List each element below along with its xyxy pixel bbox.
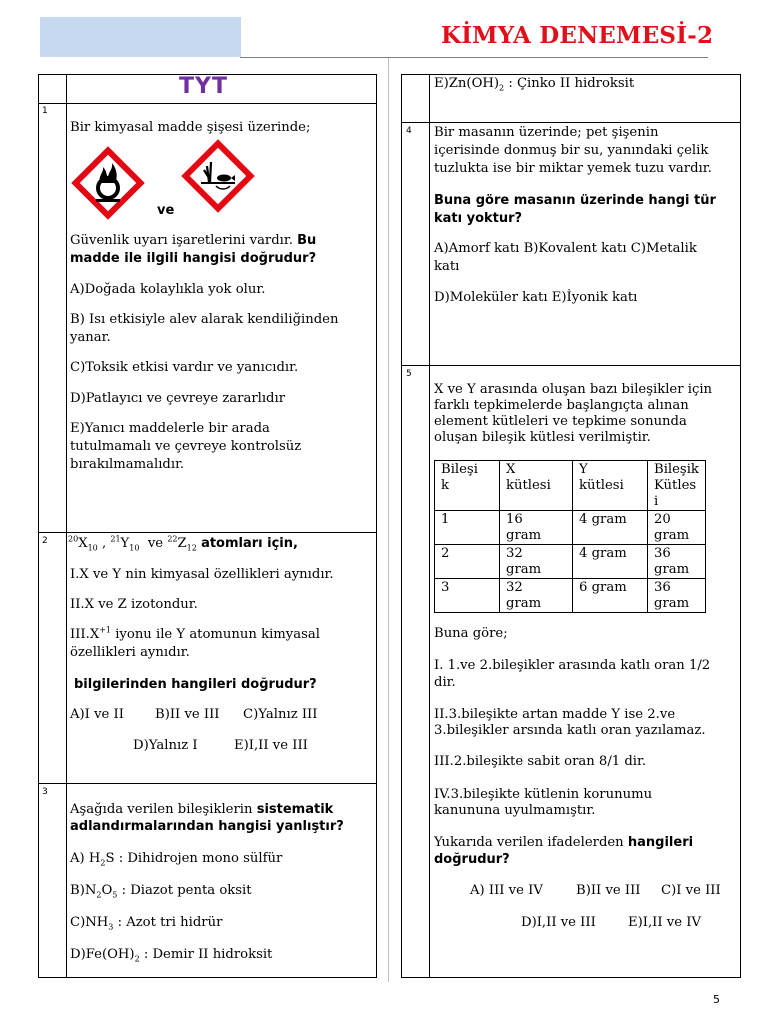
table-cell: 32 gram [500,579,573,613]
q2-statement-3-cont: özellikleri aynıdır. [70,645,190,660]
q3-question: adlandırmalarından hangisi yanlıştır? [70,819,344,834]
q1-option-e-cont: tutulmamalı ve çevreye kontrolsüz [70,439,302,454]
q2-option-d[interactable]: D)Yalnız I [133,738,198,753]
q5-line-2: farklı tepkimelerde başlangıçta alınan [434,398,689,413]
question-number-1: 1 [42,106,48,116]
q5-option-d[interactable]: D)I,II ve III [521,915,596,930]
q3-option-e[interactable]: $E)Zn(OH)_2$ : Çinko II hidroksit [434,76,635,93]
table-header-row [435,461,706,511]
q5-option-e[interactable]: E)I,II ve IV [628,915,701,930]
q4-options-row1[interactable]: A)Amorf katı B)Kovalent katı C)Metalik [434,241,697,256]
header-blue-box [40,17,241,57]
q5-line-3: element kütleleri ve tepkime sonunda [434,414,687,429]
q5-statement-3: III.2.bileşikte sabit oran 8/1 dir. [434,754,647,769]
column-divider [388,58,389,982]
table-cell: 4 gram [573,511,648,545]
page-number: 5 [713,993,720,1006]
table-header-cell: Bileşik Kütles i [648,461,706,511]
question-number-2: 2 [42,536,48,546]
right-number-column [429,75,430,977]
q5-line-4: oluşan bileşik kütlesi verilmiştir. [434,430,651,445]
q4-question-cont: katı yoktur? [434,211,523,226]
table-cell: 1 [435,511,500,545]
q5-option-a[interactable]: A) III ve IV [470,883,543,898]
q5-statement-4-cont: kanununa uyulmamıştır. [434,803,596,818]
q1-option-a[interactable]: A)Doğada kolaylıkla yok olur. [70,282,266,297]
table-cell: 32 gram [500,545,573,579]
table-header-cell: Y kütlesi [573,461,648,511]
q1-option-d[interactable]: D)Patlayıcı ve çevreye zararlıdır [70,391,286,406]
table-header-cell: Bileşi k [435,461,500,511]
q5-line-1: X ve Y arasında oluşan bazı bileşikler için [434,382,713,397]
q4-line-3: tuzlukta ise bir miktar yemek tuzu vardır. [434,161,712,176]
q5-buna-gore: Buna göre; [434,626,508,641]
q4-question: Buna göre masanın üzerinde hangi tür [434,193,716,208]
table-cell: 36 gram [648,579,706,613]
table-cell: 6 gram [573,579,648,613]
q1-option-e-cont2: bırakılmamalıdır. [70,457,185,472]
q2-option-c[interactable]: C)Yalnız III [243,707,318,722]
table-row [435,579,706,613]
q2-stem: $^{20}X_{10}$ , $^{21}Y_{10}$ ve $^{22}Z_{12}$ atomları için, [68,534,298,553]
q4-line-2: içerisinde donmuş bir su, yanındaki çelik [434,143,709,158]
table-row [435,545,706,579]
q5-statement-1-cont: dir. [434,675,456,690]
header-rule [240,57,708,58]
q4-options-row2[interactable]: D)Moleküler katı E)İyonik katı [434,290,638,305]
q2-question: bilgilerinden hangileri doğrudur? [74,677,317,692]
table-cell: 2 [435,545,500,579]
q3-option-d[interactable]: $D)Fe(OH)_2$ : Demir II hidroksit [70,947,273,964]
q1-option-b-cont: yanar. [70,330,111,345]
q3-option-b[interactable]: $B)N_2O_5$ : Diazot penta oksit [70,883,252,900]
table-cell: 16 gram [500,511,573,545]
question-number-3: 3 [42,787,48,797]
question-number-5: 5 [406,369,412,379]
q3-option-a[interactable]: A) $H_2S$ : Dihidrojen mono sülfür [70,851,283,868]
q5-statement-4: IV.3.bileşikte kütlenin korunumu [434,787,653,802]
q3-option-c[interactable]: $C)NH_3$ : Azot tri hidrür [70,915,223,932]
q2-statement-2: II.X ve Z izotondur. [70,597,198,612]
section-title: TYT [179,74,228,99]
q1-stem: Bir kimyasal madde şişesi üzerinde; [70,120,311,135]
compound-mass-table [434,460,706,613]
q4-line-1: Bir masanın üzerinde; pet şişenin [434,125,659,140]
q1-option-c[interactable]: C)Toksik etkisi vardır ve yanıcıdır. [70,360,299,375]
table-row [435,511,706,545]
table-cell: 3 [435,579,500,613]
q2-option-a[interactable]: A)I ve II [70,707,124,722]
environment-hazard-icon [180,138,256,214]
left-number-column [66,75,67,977]
q5-statement-2-cont: 3.bileşikler arsında katlı oran yazılamaz. [434,723,706,738]
q2-option-b[interactable]: B)II ve III [155,707,220,722]
q5-question: Yukarıda verilen ifadelerden hangileri [434,835,694,850]
table-cell: 4 gram [573,545,648,579]
q1-option-b[interactable]: B) Isı etkisiyle alev alarak kendiliğinden [70,312,339,327]
q2-option-e[interactable]: E)I,II ve III [234,738,308,753]
oxidizer-icon [70,145,146,221]
q5-statement-2: II.3.bileşikte artan madde Y ise 2.ve [434,707,676,722]
q4-options-row1-cont: katı [434,259,460,274]
q5-option-c[interactable]: C)I ve III [661,883,721,898]
q3-stem: Aşağıda verilen bileşiklerin sistematik [70,802,334,817]
q1-ve: ve [157,203,175,218]
q5-option-b[interactable]: B)II ve III [576,883,641,898]
question-number-4: 4 [406,126,412,136]
q2-statement-1: I.X ve Y nin kimyasal özellikleri aynıdır. [70,567,334,582]
q5-question-cont: doğrudur? [434,852,510,867]
q2-statement-3: $III.X^{+1}$ iyonu ile Y atomunun kimyasal [70,625,320,642]
q1-question: madde ile ilgili hangisi doğrudur? [70,251,317,266]
q1-option-e[interactable]: E)Yanıcı maddelerle bir arada [70,421,270,436]
q5-statement-1: I. 1.ve 2.bileşikler arasında katlı oran 1/2 [434,658,711,673]
exam-title: KİMYA DENEMESİ-2 [441,22,714,49]
table-cell: 36 gram [648,545,706,579]
table-header-cell: X kütlesi [500,461,573,511]
table-cell: 20 gram [648,511,706,545]
q1-line2: Güvenlik uyarı işaretlerini vardır. Bu [70,233,317,248]
